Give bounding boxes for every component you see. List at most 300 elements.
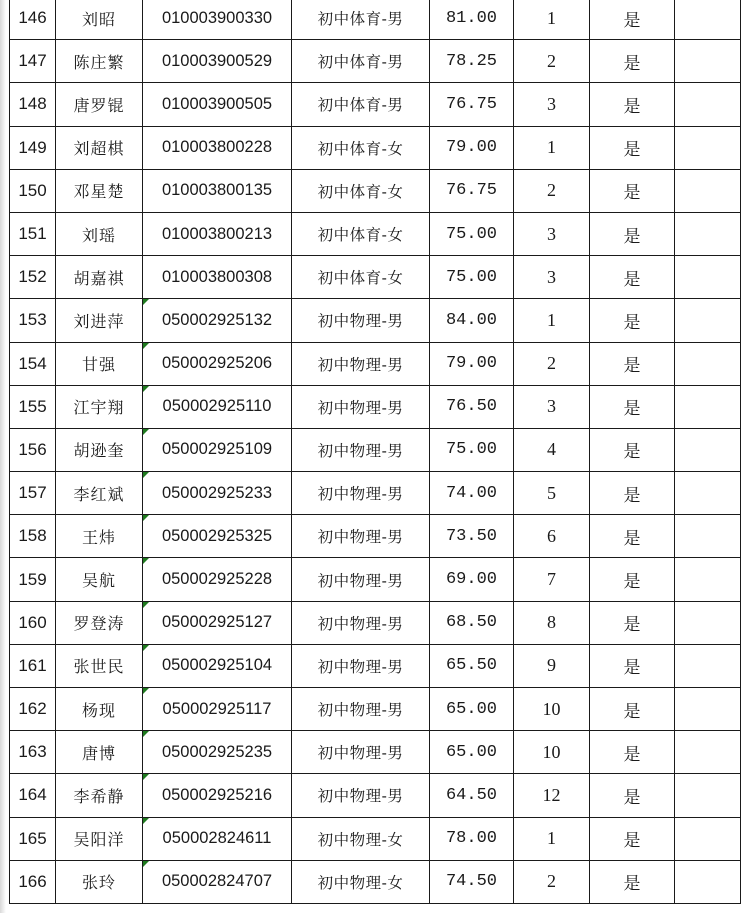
name-cell-text: 胡逊奎 (73, 441, 125, 461)
score-cell[interactable] (430, 256, 514, 299)
number-as-text-marker-icon (143, 731, 149, 737)
empty-remarks-cell[interactable] (675, 558, 741, 601)
name-cell[interactable] (56, 169, 143, 212)
subject-cell-text: 初中物理-男 (317, 398, 404, 417)
name-cell[interactable] (56, 342, 143, 385)
subject-cell-text: 初中物理-男 (317, 744, 404, 763)
score-cell-text: 76.75 (445, 94, 497, 114)
rank-cell[interactable] (514, 688, 590, 731)
name-cell[interactable] (56, 558, 143, 601)
table-row (10, 731, 741, 774)
rank-cell[interactable] (514, 515, 590, 558)
table-row (10, 342, 741, 385)
subject-cell-text: 初中物理-男 (317, 528, 404, 547)
row-number-cell-text: 153 (18, 310, 47, 330)
exam-id-cell[interactable] (143, 515, 292, 558)
name-cell[interactable] (56, 256, 143, 299)
rank-cell-text: 3 (547, 223, 556, 244)
name-cell-text: 杨现 (81, 700, 116, 720)
exam-id-cell[interactable] (143, 774, 292, 817)
exam-id-cell[interactable] (143, 644, 292, 687)
name-cell[interactable] (56, 817, 143, 860)
rank-cell[interactable] (514, 342, 590, 385)
rank-cell-text: 1 (547, 7, 556, 28)
row-number-cell[interactable] (10, 774, 56, 817)
qualified-cell[interactable] (590, 299, 675, 342)
qualified-cell-text: 是 (623, 744, 641, 765)
empty-remarks-cell[interactable] (675, 385, 741, 428)
number-as-text-marker-icon (143, 645, 149, 651)
rank-cell-text: 3 (547, 396, 556, 417)
score-cell[interactable] (430, 817, 514, 860)
subject-cell-text: 初中体育-女 (317, 269, 404, 288)
row-number-cell[interactable] (10, 688, 56, 731)
rank-cell[interactable] (514, 428, 590, 471)
name-cell[interactable] (56, 644, 143, 687)
score-cell[interactable] (430, 212, 514, 255)
qualified-cell[interactable] (590, 774, 675, 817)
page-left-shadow (0, 0, 6, 913)
name-cell-text: 李希静 (73, 786, 125, 806)
exam-id-cell[interactable] (143, 0, 292, 40)
subject-cell-text: 初中物理-女 (317, 830, 404, 849)
empty-remarks-cell[interactable] (675, 644, 741, 687)
score-cell[interactable] (430, 126, 514, 169)
score-cell-text: 65.00 (445, 699, 497, 719)
exam-id-cell-text: 050002925216 (161, 785, 273, 804)
exam-id-cell[interactable] (143, 385, 292, 428)
name-cell[interactable] (56, 83, 143, 126)
empty-remarks-cell[interactable] (675, 40, 741, 83)
table-row (10, 83, 741, 126)
qualified-cell[interactable] (590, 817, 675, 860)
empty-remarks-cell[interactable] (675, 342, 741, 385)
empty-remarks-cell[interactable] (675, 817, 741, 860)
score-cell[interactable] (430, 385, 514, 428)
name-cell-text: 邓星楚 (73, 182, 125, 202)
empty-remarks-cell[interactable] (675, 0, 741, 40)
exam-id-cell[interactable] (143, 299, 292, 342)
subject-cell[interactable] (292, 558, 430, 601)
qualified-cell-text: 是 (623, 140, 641, 161)
qualified-cell-text: 是 (623, 226, 641, 247)
row-number-cell-text: 166 (18, 871, 47, 891)
exam-id-cell[interactable] (143, 860, 292, 903)
qualified-cell[interactable] (590, 428, 675, 471)
row-number-cell[interactable] (10, 126, 56, 169)
row-number-cell[interactable] (10, 83, 56, 126)
qualified-cell-text: 是 (623, 399, 641, 420)
qualified-cell[interactable] (590, 601, 675, 644)
name-cell[interactable] (56, 688, 143, 731)
rank-cell[interactable] (514, 83, 590, 126)
subject-cell[interactable] (292, 601, 430, 644)
table-row (10, 212, 741, 255)
subject-cell-text: 初中体育-女 (317, 226, 404, 245)
rank-cell[interactable] (514, 472, 590, 515)
name-cell[interactable] (56, 0, 143, 40)
subject-cell[interactable] (292, 299, 430, 342)
row-number-cell-text: 157 (18, 483, 47, 503)
rank-cell[interactable] (514, 644, 590, 687)
rank-cell[interactable] (514, 817, 590, 860)
name-cell-text: 甘强 (81, 355, 116, 375)
empty-remarks-cell[interactable] (675, 774, 741, 817)
subject-cell[interactable] (292, 644, 430, 687)
exam-id-cell[interactable] (143, 472, 292, 515)
name-cell-text: 吴阳洋 (73, 830, 125, 850)
table-row (10, 774, 741, 817)
name-cell[interactable] (56, 731, 143, 774)
score-cell-text: 64.50 (445, 785, 497, 805)
rank-cell-text: 2 (547, 50, 556, 71)
row-number-cell[interactable] (10, 644, 56, 687)
exam-id-cell-text: 050002925233 (161, 483, 273, 502)
rank-cell[interactable] (514, 558, 590, 601)
rank-cell[interactable] (514, 731, 590, 774)
qualified-cell[interactable] (590, 342, 675, 385)
row-number-cell-text: 163 (18, 742, 47, 762)
table-row (10, 385, 741, 428)
subject-cell-text: 初中物理-男 (317, 355, 404, 374)
exam-id-cell-text: 050002925206 (161, 354, 273, 373)
row-number-cell[interactable] (10, 731, 56, 774)
exam-id-cell[interactable] (143, 40, 292, 83)
subject-cell[interactable] (292, 817, 430, 860)
score-cell-text: 76.75 (445, 181, 497, 201)
rank-cell-text: 3 (547, 266, 556, 287)
rank-cell[interactable] (514, 126, 590, 169)
number-as-text-marker-icon (143, 861, 149, 867)
qualified-cell-text: 是 (623, 787, 641, 808)
rank-cell-text: 2 (547, 871, 556, 892)
rank-cell-text: 8 (547, 612, 556, 633)
number-as-text-marker-icon (143, 343, 149, 349)
subject-cell[interactable] (292, 212, 430, 255)
score-cell[interactable] (430, 731, 514, 774)
rank-cell-text: 6 (547, 525, 556, 546)
qualified-cell-text: 是 (623, 831, 641, 852)
table-row (10, 688, 741, 731)
empty-remarks-cell[interactable] (675, 126, 741, 169)
table-row (10, 40, 741, 83)
exam-id-cell-text: 050002925104 (161, 656, 273, 675)
row-number-cell-text: 162 (18, 699, 47, 719)
empty-remarks-cell[interactable] (675, 688, 741, 731)
table-row (10, 601, 741, 644)
row-number-cell-text: 146 (18, 8, 47, 28)
subject-cell-text: 初中物理-男 (317, 571, 404, 590)
exam-id-cell-text: 050002824707 (161, 872, 273, 891)
exam-id-cell[interactable] (143, 169, 292, 212)
name-cell-text: 胡嘉祺 (73, 268, 125, 288)
name-cell-text: 陈庄繁 (73, 52, 125, 72)
row-number-cell-text: 159 (18, 569, 47, 589)
rank-cell[interactable] (514, 860, 590, 903)
exam-id-cell-text: 050002925325 (161, 526, 273, 545)
score-cell[interactable] (430, 169, 514, 212)
row-number-cell[interactable] (10, 558, 56, 601)
table-body (10, 0, 741, 903)
score-cell-text: 84.00 (445, 310, 497, 330)
name-cell-text: 李红斌 (73, 484, 125, 504)
row-number-cell-text: 158 (18, 526, 47, 546)
rank-cell[interactable] (514, 256, 590, 299)
score-cell-text: 73.50 (445, 526, 497, 546)
table-row (10, 428, 741, 471)
row-number-cell[interactable] (10, 601, 56, 644)
rank-cell-text: 7 (547, 569, 556, 590)
table-row (10, 0, 741, 40)
name-cell[interactable] (56, 860, 143, 903)
rank-cell[interactable] (514, 0, 590, 40)
subject-cell-text: 初中物理-男 (317, 485, 404, 504)
name-cell[interactable] (56, 774, 143, 817)
number-as-text-marker-icon (143, 688, 149, 694)
number-as-text-marker-icon (143, 602, 149, 608)
number-as-text-marker-icon (143, 386, 149, 392)
score-cell[interactable] (430, 774, 514, 817)
rank-cell-text: 10 (542, 698, 561, 719)
qualified-cell-text: 是 (623, 312, 641, 333)
subject-cell[interactable] (292, 515, 430, 558)
qualified-cell-text: 是 (623, 183, 641, 204)
qualified-cell[interactable] (590, 688, 675, 731)
subject-cell[interactable] (292, 731, 430, 774)
empty-remarks-cell[interactable] (675, 860, 741, 903)
rank-cell[interactable] (514, 212, 590, 255)
score-cell-text: 74.00 (445, 483, 497, 503)
name-cell[interactable] (56, 385, 143, 428)
score-cell-text: 79.00 (445, 138, 497, 158)
exam-id-cell[interactable] (143, 558, 292, 601)
name-cell-text: 刘超棋 (73, 139, 125, 159)
exam-id-cell[interactable] (143, 83, 292, 126)
empty-remarks-cell[interactable] (675, 299, 741, 342)
score-cell[interactable] (430, 83, 514, 126)
score-cell-text: 69.00 (445, 570, 497, 590)
qualified-cell-text: 是 (623, 10, 641, 31)
empty-remarks-cell[interactable] (675, 83, 741, 126)
rank-cell-text: 1 (547, 828, 556, 849)
rank-cell-text: 9 (547, 655, 556, 676)
qualified-cell[interactable] (590, 385, 675, 428)
score-cell-text: 76.50 (445, 397, 497, 417)
exam-id-cell[interactable] (143, 688, 292, 731)
qualified-cell[interactable] (590, 212, 675, 255)
score-cell[interactable] (430, 0, 514, 40)
row-number-cell[interactable] (10, 472, 56, 515)
row-number-cell-text: 164 (18, 785, 47, 805)
qualified-cell[interactable] (590, 860, 675, 903)
empty-remarks-cell[interactable] (675, 601, 741, 644)
empty-remarks-cell[interactable] (675, 256, 741, 299)
exam-id-cell[interactable] (143, 428, 292, 471)
subject-cell[interactable] (292, 342, 430, 385)
qualified-cell-text: 是 (623, 572, 641, 593)
rank-cell-text: 1 (547, 309, 556, 330)
subject-cell[interactable] (292, 385, 430, 428)
subject-cell[interactable] (292, 774, 430, 817)
rank-cell[interactable] (514, 40, 590, 83)
name-cell-text: 张世民 (73, 657, 125, 677)
qualified-cell[interactable] (590, 0, 675, 40)
score-cell[interactable] (430, 601, 514, 644)
rank-cell-text: 4 (547, 439, 556, 460)
rank-cell[interactable] (514, 299, 590, 342)
exam-id-cell-text: 050002925228 (161, 570, 273, 589)
qualified-cell-text: 是 (623, 615, 641, 636)
score-cell[interactable] (430, 40, 514, 83)
subject-cell-text: 初中体育-男 (317, 53, 404, 72)
score-cell[interactable] (430, 860, 514, 903)
subject-cell-text: 初中体育-女 (317, 139, 404, 158)
subject-cell-text: 初中体育-男 (317, 96, 404, 115)
rank-cell[interactable] (514, 169, 590, 212)
row-number-cell[interactable] (10, 385, 56, 428)
name-cell-text: 罗登涛 (73, 614, 125, 634)
row-number-cell[interactable] (10, 40, 56, 83)
qualified-cell[interactable] (590, 126, 675, 169)
name-cell-text: 张玲 (81, 873, 116, 893)
subject-cell[interactable] (292, 256, 430, 299)
number-as-text-marker-icon (143, 299, 149, 305)
rank-cell-text: 1 (547, 137, 556, 158)
row-number-cell-text: 147 (18, 51, 47, 71)
empty-remarks-cell[interactable] (675, 169, 741, 212)
name-cell[interactable] (56, 126, 143, 169)
score-cell-text: 65.50 (445, 656, 497, 676)
row-number-cell[interactable] (10, 256, 56, 299)
exam-id-cell-text: 010003800213 (161, 224, 273, 243)
subject-cell-text: 初中物理-男 (317, 701, 404, 720)
number-as-text-marker-icon (143, 515, 149, 521)
empty-remarks-cell[interactable] (675, 428, 741, 471)
score-cell[interactable] (430, 428, 514, 471)
row-number-cell[interactable] (10, 169, 56, 212)
rank-cell[interactable] (514, 774, 590, 817)
score-cell-text: 79.00 (445, 354, 497, 374)
subject-cell[interactable] (292, 0, 430, 40)
subject-cell[interactable] (292, 688, 430, 731)
row-number-cell[interactable] (10, 515, 56, 558)
row-number-cell-text: 165 (18, 828, 47, 848)
qualified-cell[interactable] (590, 472, 675, 515)
rank-cell[interactable] (514, 385, 590, 428)
exam-id-cell[interactable] (143, 126, 292, 169)
row-number-cell-text: 161 (18, 655, 47, 675)
name-cell[interactable] (56, 40, 143, 83)
qualified-cell[interactable] (590, 256, 675, 299)
subject-cell[interactable] (292, 83, 430, 126)
score-cell[interactable] (430, 342, 514, 385)
row-number-cell-text: 154 (18, 353, 47, 373)
score-cell[interactable] (430, 688, 514, 731)
subject-cell[interactable] (292, 472, 430, 515)
name-cell[interactable] (56, 601, 143, 644)
empty-remarks-cell[interactable] (675, 212, 741, 255)
subject-cell[interactable] (292, 40, 430, 83)
name-cell[interactable] (56, 212, 143, 255)
table-row (10, 472, 741, 515)
rank-cell[interactable] (514, 601, 590, 644)
row-number-cell[interactable] (10, 0, 56, 40)
empty-remarks-cell[interactable] (675, 731, 741, 774)
exam-id-cell-text: 050002925235 (161, 742, 273, 761)
table-row (10, 515, 741, 558)
qualified-cell[interactable] (590, 558, 675, 601)
exam-id-cell-text: 010003900505 (161, 94, 273, 113)
subject-cell[interactable] (292, 860, 430, 903)
qualified-cell[interactable] (590, 169, 675, 212)
score-cell[interactable] (430, 644, 514, 687)
exam-id-cell-text: 050002925117 (162, 699, 272, 718)
score-cell[interactable] (430, 472, 514, 515)
qualified-cell[interactable] (590, 83, 675, 126)
qualified-cell[interactable] (590, 515, 675, 558)
exam-id-cell[interactable] (143, 731, 292, 774)
row-number-cell[interactable] (10, 428, 56, 471)
subject-cell-text: 初中物理-男 (317, 657, 404, 676)
score-cell-text: 74.50 (445, 872, 497, 892)
subject-cell[interactable] (292, 428, 430, 471)
subject-cell-text: 初中物理-男 (317, 312, 404, 331)
exam-id-cell-text: 010003800308 (161, 267, 273, 286)
exam-id-cell[interactable] (143, 212, 292, 255)
name-cell[interactable] (56, 428, 143, 471)
row-number-cell-text: 149 (18, 137, 47, 157)
row-number-cell[interactable] (10, 299, 56, 342)
table-row (10, 644, 741, 687)
number-as-text-marker-icon (143, 472, 149, 478)
exam-id-cell[interactable] (143, 342, 292, 385)
subject-cell[interactable] (292, 169, 430, 212)
name-cell[interactable] (56, 472, 143, 515)
subject-cell-text: 初中物理-男 (317, 787, 404, 806)
name-cell[interactable] (56, 515, 143, 558)
qualified-cell[interactable] (590, 40, 675, 83)
results-table (9, 0, 741, 904)
empty-remarks-cell[interactable] (675, 472, 741, 515)
row-number-cell[interactable] (10, 817, 56, 860)
qualified-cell-text: 是 (623, 269, 641, 290)
score-cell[interactable] (430, 515, 514, 558)
qualified-cell-text: 是 (623, 658, 641, 679)
name-cell-text: 王炜 (81, 527, 116, 547)
exam-id-cell[interactable] (143, 601, 292, 644)
score-cell-text: 75.00 (445, 267, 497, 287)
score-cell[interactable] (430, 299, 514, 342)
qualified-cell[interactable] (590, 644, 675, 687)
qualified-cell[interactable] (590, 731, 675, 774)
exam-id-cell[interactable] (143, 256, 292, 299)
row-number-cell[interactable] (10, 860, 56, 903)
name-cell[interactable] (56, 299, 143, 342)
exam-id-cell[interactable] (143, 817, 292, 860)
row-number-cell[interactable] (10, 342, 56, 385)
row-number-cell[interactable] (10, 212, 56, 255)
rank-cell-text: 2 (547, 180, 556, 201)
subject-cell-text: 初中物理-女 (317, 873, 404, 892)
number-as-text-marker-icon (143, 774, 149, 780)
rank-cell-text: 10 (542, 741, 561, 762)
score-cell-text: 75.00 (445, 224, 497, 244)
score-cell-text: 81.00 (445, 8, 497, 28)
score-cell[interactable] (430, 558, 514, 601)
subject-cell[interactable] (292, 126, 430, 169)
empty-remarks-cell[interactable] (675, 515, 741, 558)
qualified-cell-text: 是 (623, 485, 641, 506)
